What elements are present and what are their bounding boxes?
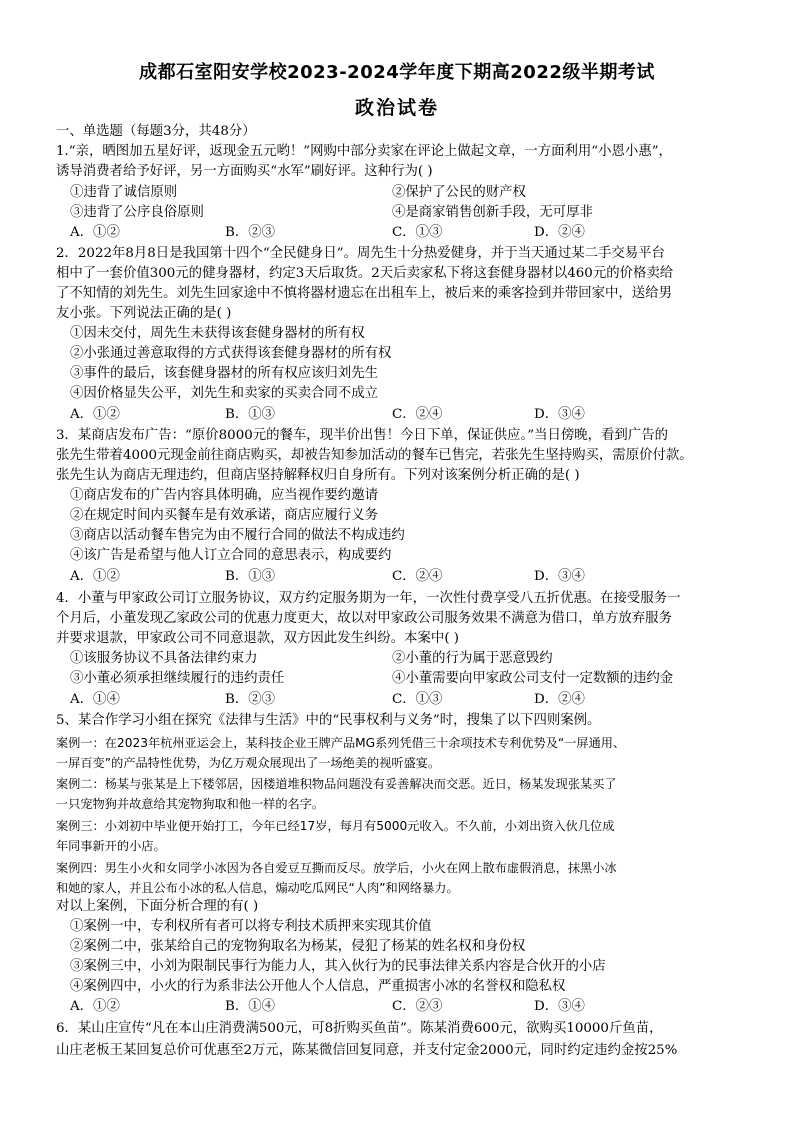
q4-choice-c: C．①③ [392,692,443,707]
question-4-text: 4．小董与甲家政公司订立服务协议，双方约定服务期为一年，一次性付费享受八五折优惠。在接受服务一 [56,591,681,606]
q4-option: ①该服务协议不具备法律约束力 [70,651,258,666]
exam-title: 成都石室阳安学校2023-2024学年度下期高2022级半期考试 [139,62,655,83]
question-3-text: 张先生认为商店无理违约，但商店坚持解释权归自身所有。下列对该案例分析正确的是( ) [56,468,580,483]
q4-option: ②小董的行为属于恶意毁约 [392,651,553,666]
q2-option: ③事件的最后，该套健身器材的所有权应该归刘先生 [70,366,378,381]
q5-option: ④案例四中，小火的行为系非法公开他人个人信息，严重损害小冰的名誉权和隐私权 [70,979,566,994]
question-2-text: 相中了一套价值300元的健身器材，约定3天后取货。2天后卖家私下将这套健身器材以460元的价格卖给 [56,266,674,281]
q5-choice-a: A．①② [70,999,120,1014]
q3-option: ①商店发布的广告内容具体明确，应当视作要约邀请 [70,488,378,503]
question-3-text: 张先生带着4000元现金前往商店购买，却被告知参加活动的餐车已售完，若张先生坚持购买，需原价付款。 [56,448,693,463]
question-6-text: 6．某山庄宣传“凡在本山庄消费满500元，可8折购买鱼苗”。陈某消费600元，欲购买10000斤鱼苗， [56,1021,663,1036]
question-4-text: 并要求退款，甲家政公司不同意退款，双方因此发生纠纷。本案中( ) [56,631,460,646]
q5-choice-c: C．②③ [392,999,443,1014]
q2-choice-a: A．①② [70,407,120,422]
q4-option: ④小董需要向甲家政公司支付一定数额的违约金 [392,671,674,686]
q3-choice-b: B．①③ [225,569,276,584]
q3-option: ②在规定时间内买餐车是有效承诺，商店应履行义务 [70,508,378,523]
question-6-text: 山庄老板王某回复总价可优惠至2万元，陈某微信回复同意，并支付定金2000元，同时约定违约金按25% [56,1043,678,1058]
case-text: 案例三：小刘初中毕业便开始打工，今年已经17岁，每月有5000元收入。不久前，小刘出资入伙几位成 [56,819,615,833]
q1-choice-a: A．①② [70,225,120,240]
case-text: 和她的家人，并且公布小冰的私人信息，煽动吃瓜网民“人肉”和网络暴力。 [56,881,459,895]
q3-choice-d: D．③④ [534,569,585,584]
q4-choice-b: B．②③ [225,692,276,707]
question-5-text: 5、某合作学习小组在探究《法律与生活》中的“民事权利与义务”时，搜集了以下四则案例。 [56,713,601,728]
q3-option: ④该广告是希望与他人订立合同的意思表示，构成要约 [70,548,392,563]
q2-option: ④因价格显失公平，刘先生和卖家的买卖合同不成立 [70,386,378,401]
q2-option: ①因未交付，周先生未获得该套健身器材的所有权 [70,326,365,341]
q1-option: ③违背了公序良俗原则 [70,205,204,220]
section-heading: 一、单选题（每题3分，共48分） [56,124,256,139]
q1-choice-b: B．②③ [225,225,276,240]
q1-choice-c: C．①③ [392,225,443,240]
case-text: 案例二：杨某与张某是上下楼邻居，因楼道堆积物品问题没有妥善解决而交恶。近日，杨某发现张某买了 [56,777,617,791]
q4-option: ③小董必须承担继续履行的违约责任 [70,671,285,686]
q1-option: ②保护了公民的财产权 [392,185,526,200]
question-2-text: 友小张。下列说法正确的是( ) [56,306,232,321]
q3-option: ③商店以活动餐车售完为由不履行合同的做法不构成违约 [70,528,405,543]
q4-choice-a: A．①④ [70,692,120,707]
case-text: 案例四：男生小火和女同学小冰因为各自爱豆互撕而反尽。放学后，小火在网上散布虚假消息，抹黑小冰 [56,861,617,875]
q4-choice-d: D．②④ [534,692,585,707]
question-1-text: 1.“亲，晒图加五星好评，返现金五元哟！”网购中部分卖家在评论上做起文章，一方面利用“小恩小惠”， [56,144,672,159]
question-4-text: 个月后，小董发现乙家政公司的优惠力度更大，故以对甲家政公司服务效果不满意为借口，单方放弃服务 [56,611,672,626]
q1-option: ④是商家销售创新手段，无可厚非 [392,205,593,220]
exam-subtitle: 政治试卷 [354,97,439,119]
q5-choice-d: D．③④ [534,999,585,1014]
q5-option: ③案例三中，小刘为限制民事行为能力人，其入伙行为的民事法律关系内容是合伙开的小店 [70,959,606,974]
q1-option: ①违背了诚信原则 [70,185,178,200]
case-text: 一只宠物狗并故意给其宠物狗取和他一样的名字。 [56,797,325,811]
q5-option: ②案例二中，张某给自己的宠物狗取名为杨某，侵犯了杨某的姓名权和身份权 [70,939,526,954]
q1-choice-d: D．②④ [534,225,585,240]
question-5-prompt: 对以上案例，下面分析合理的有( ) [56,899,259,914]
q5-choice-b: B．①④ [225,999,276,1014]
question-2-text: 了不知情的刘先生。刘先生回家途中不慎将器材遗忘在出租车上，被后来的乘客捡到并带回家中，送给男 [56,286,672,301]
q2-choice-d: D．③④ [534,407,585,422]
case-text: 年同事新开的小店。 [56,839,166,853]
case-text: 案例一：在2023年杭州亚运会上，某科技企业王牌产品MG系列凭借三十余项技术专利优势及“一屏通用、 [56,736,626,750]
question-3-text: 3．某商店发布广告：“原价8000元的餐车，现半价出售！今日下单，保证供应。”当日傍晚，看到广告的 [56,428,668,443]
q2-choice-c: C．②④ [392,407,443,422]
q5-option: ①案例一中，专利权所有者可以将专利技术质押来实现其价值 [70,919,432,934]
q2-option: ②小张通过善意取得的方式获得该套健身器材的所有权 [70,346,392,361]
question-2-text: 2．2022年8月8日是我国第十四个“全民健身日”。周先生十分热爱健身，并于当天通过某二手交易平台 [56,246,665,261]
question-1-text: 诱导消费者给予好评，另一方面购买“水军”刷好评。这种行为( ) [56,164,433,179]
case-text: 一屏百变”的产品特性优势，为亿万观众展现出了一场绝美的视听盛宴。 [56,756,441,770]
q2-choice-b: B．①③ [225,407,276,422]
q3-choice-c: C．②④ [392,569,443,584]
q3-choice-a: A．①② [70,569,120,584]
